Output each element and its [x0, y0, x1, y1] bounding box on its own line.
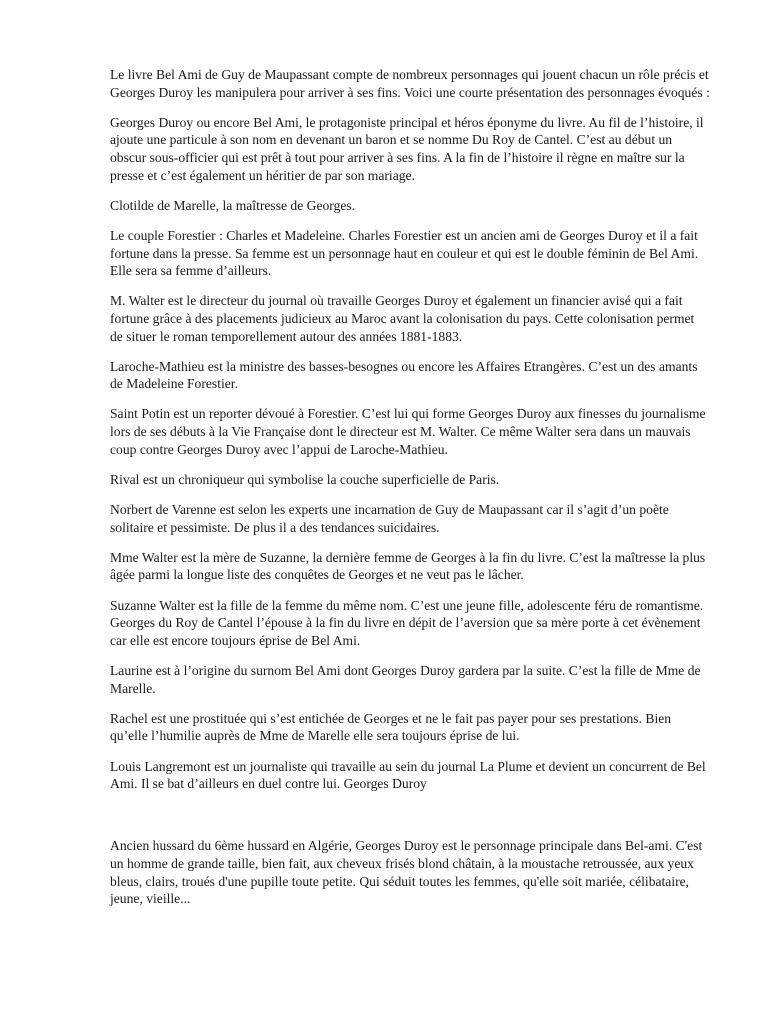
paragraph-clotilde: Clotilde de Marelle, la maîtresse de Georges.	[110, 197, 356, 213]
paragraph-langremont: Louis Langremont est un journaliste qui travaille au sein du journal La Plume et devient un concurrent de Bel Ami. Il se bat d’ailleurs en duel contre lui. Georges Duroy	[110, 758, 706, 792]
intro-paragraph: Le livre Bel Ami de Guy de Maupassant compte de nombreux personnages qui jouent chacun un rôle précis et Georges Duroy les manipulera pour arriver à ses fins. Voici une courte présentation des personnages évoqués :	[110, 67, 710, 100]
section-spacer	[110, 805, 710, 837]
paragraph-laroche-mathieu: Laroche-Mathieu est la ministre des basses-besognes ou encore les Affaires Etrangères. C’est un des amants de Madeleine Forestier.	[110, 358, 698, 392]
paragraph-suzanne: Suzanne Walter est la fille de la femme du même nom. C’est une jeune fille, adolescente féru de romantisme. Georges du Roy de Cantel l’épouse à la fin du livre en dépit de l’aversion que sa mère porte à cet évènement car elle est encore toujours éprise de Bel Ami.	[110, 597, 704, 648]
paragraph-saint-potin: Saint Potin est un reporter dévoué à Forestier. C’est lui qui forme Georges Duroy aux finesses du journalisme lors de ses débuts à la Vie Française dont le directeur est M. Walter. Ce même Walter sera dans un mauvais coup contre Georges Duroy avec l’appui de Laroche-Mathieu.	[110, 406, 706, 457]
paragraph-forestier: Le couple Forestier : Charles et Madeleine. Charles Forestier est un ancien ami de Georges Duroy et il a fait fortune dans la presse. Sa femme est un personnage haut en couleur et qui est le double féminin de Bel Ami. Elle sera sa femme d’ailleurs.	[110, 227, 699, 279]
paragraph-georges-duroy: Georges Duroy ou encore Bel Ami, le protagoniste principal et héros éponyme du livre. Au fil de l’histoire, il ajoute une particule à son nom en devenant un baron et se nomme Du Roy de Cantel. C’est au début un obscur sous-officier qui est prêt à tout pour arriver à ses fins. A la fin de l’histoire il règne en maître sur la presse et c’est également un héritier de par son mariage.	[110, 114, 704, 183]
paragraph-laurine: Laurine est à l’origine du surnom Bel Ami dont Georges Duroy gardera par la suite. C’est la fille de Mme de Marelle.	[110, 662, 701, 696]
paragraph-mme-walter: Mme Walter est la mère de Suzanne, la dernière femme de Georges à la fin du livre. C’est la maîtresse la plus âgée parmi la longue liste des conquêtes de Georges et ne veut pas le lâcher.	[110, 549, 706, 583]
closing-paragraph: Ancien hussard du 6ème hussard en Algérie, Georges Duroy est le personnage principale dans Bel-ami. C'est un homme de grande taille, bien fait, aux cheveux frisés blond châtain, à la moustache retroussée, aux yeux bleus, clairs, troués d'une pupille toute petite. Qui séduit toutes les femmes, qu'elle soit mariée, célibataire, jeune, vieille...	[110, 838, 703, 907]
paragraph-varenne: Norbert de Varenne est selon les experts une incarnation de Guy de Maupassant car il s’agit d’un poète solitaire et pessimiste. De plus il a des tendances suicidaires.	[110, 502, 669, 535]
paragraph-rival: Rival est un chroniqueur qui symbolise la couche superficielle de Paris.	[110, 471, 500, 487]
paragraph-walter: M. Walter est le directeur du journal où travaille Georges Duroy et également un financier avisé qui a fait fortune grâce à des placements judicieux au Maroc avant la colonisation du pays. Cette colonisation permet de situer le roman temporellement autour des années 1881-1883.	[110, 293, 695, 344]
paragraph-rachel: Rachel est une prostituée qui s’est entichée de Georges et ne le fait pas payer pour ses prestations. Bien qu’elle l’humilie auprès de Mme de Marelle elle sera toujours éprise de lui.	[110, 710, 672, 744]
